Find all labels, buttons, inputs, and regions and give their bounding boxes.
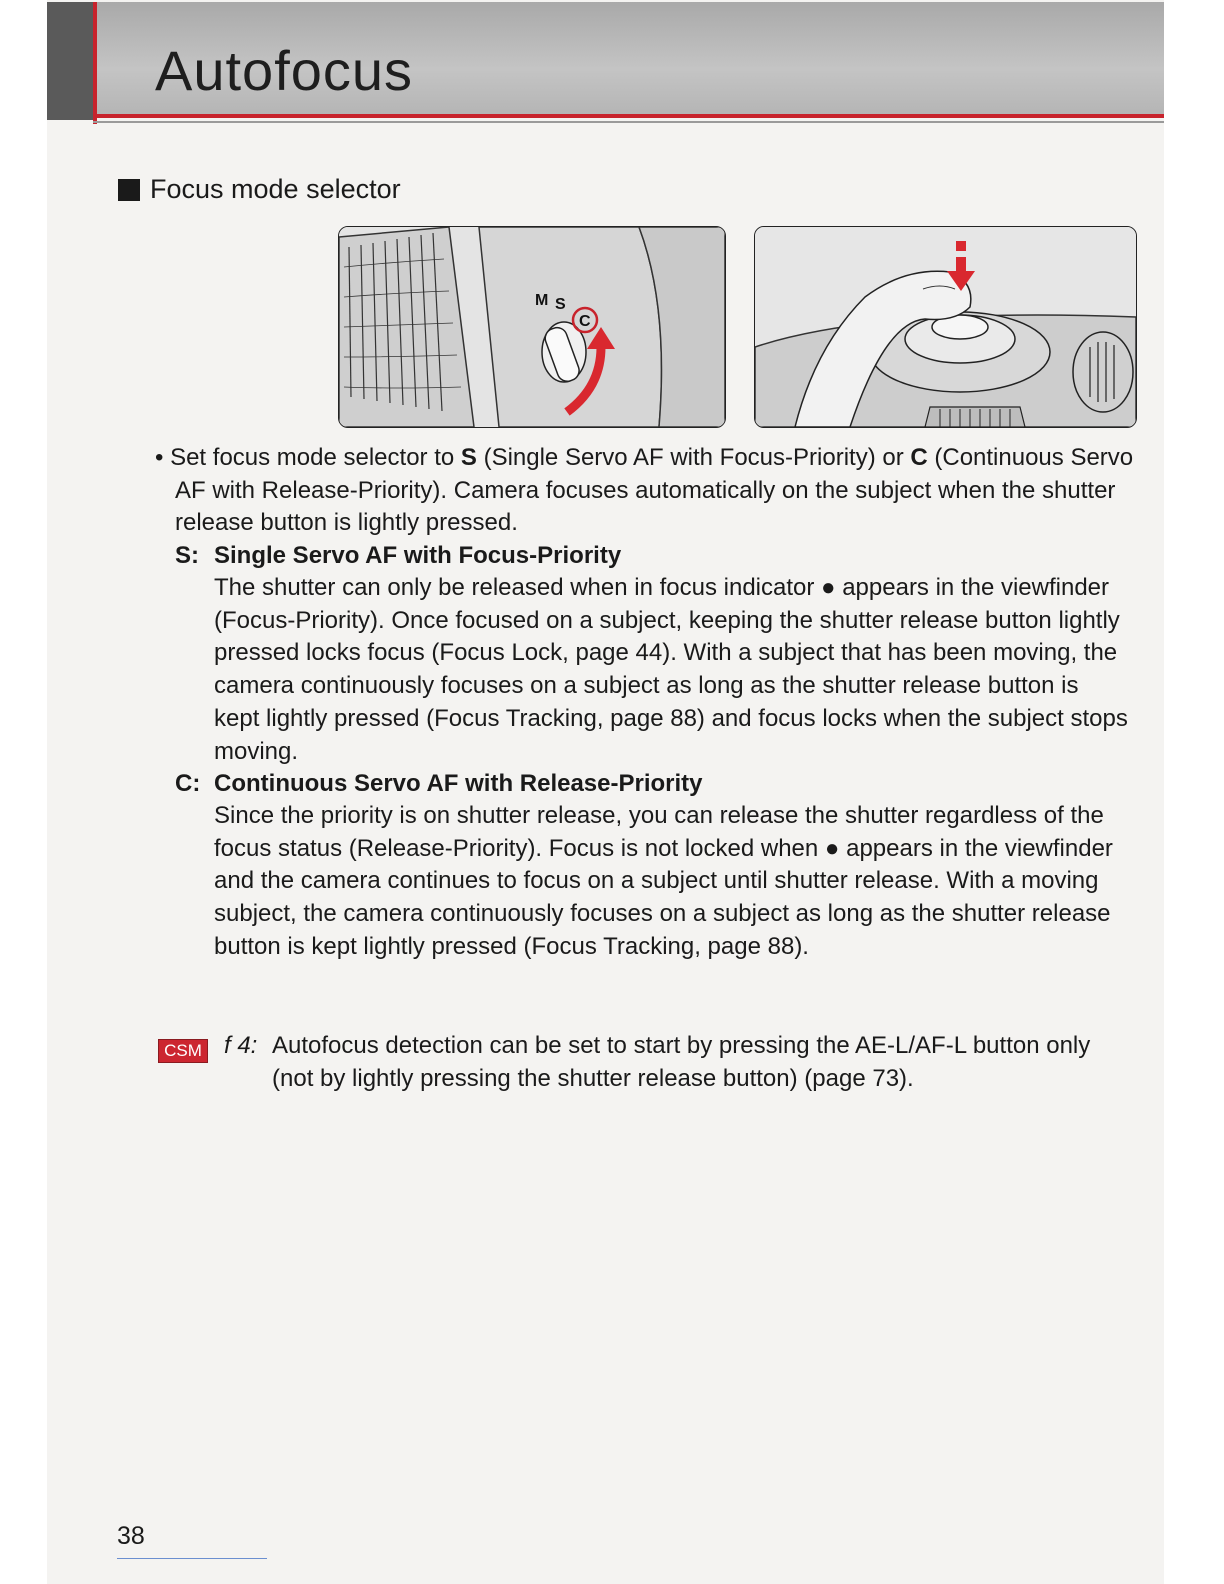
focus-mode-bullet: [155, 442, 1155, 540]
term-c-description: [214, 800, 1129, 964]
term-s-heading: [175, 540, 621, 573]
dial-label-c: C: [579, 313, 591, 330]
header-rule: [93, 121, 1164, 123]
term-s-desc-1: The shutter can only be released when in focus indicator: [214, 574, 822, 601]
page-title: Autofocus: [155, 39, 414, 102]
term-c-key: C:: [175, 770, 201, 797]
bullet-text-1: Set focus mode selector to: [170, 444, 461, 471]
term-c-title: Continuous Servo AF with Release-Priority: [214, 770, 703, 797]
term-s-desc-2: appears in the viewfinder (Focus-Priority). Once focused on a subject, keeping the shutter release button lightly pressed locks focus (Focus Lock, page 44). With a subject that has been moving, the camera continuously focuses on a subject as long as the shutter release button is kept lightly pressed (Focus Tracking, page 88) and focus locks when the subject stops moving.: [214, 574, 1128, 765]
focus-indicator-dot-icon: ●: [821, 574, 836, 601]
csm-badge: CSM: [158, 1039, 208, 1063]
section-heading: [118, 174, 401, 205]
bullet-marker: •: [155, 444, 164, 471]
focus-indicator-dot-icon: ●: [824, 834, 840, 862]
dial-label-s: S: [555, 296, 566, 313]
c-key: C: [910, 444, 928, 471]
square-bullet-icon: [118, 179, 140, 201]
bullet-text-3: (Continuous Servo AF with Release-Priority). Camera focuses automatically on the subject when the shutter release button is lightly pressed.: [175, 444, 1134, 537]
focus-mode-selector-illustration: [338, 226, 726, 428]
page-number: 38: [117, 1522, 145, 1550]
term-s-title: Single Servo AF with Focus-Priority: [214, 542, 622, 569]
dial-label-m: M: [535, 292, 549, 309]
term-c-heading: [175, 768, 703, 801]
shutter-release-illustration: [754, 226, 1137, 428]
term-c-desc-1: Since the priority is on shutter release, you can release the shutter regardless of the focus status (Release-Priority). Focus is not locked when: [214, 802, 1104, 862]
csm-setting-number: f 4:: [224, 1032, 258, 1059]
header-dark-block: [47, 2, 93, 120]
csm-note-text: Autofocus detection can be set to start by pressing the AE-L/AF-L button only (not by lightly pressing the shutter release button) (page 73).: [272, 1032, 1091, 1092]
header-accent-horizontal: [93, 114, 1164, 118]
term-s-key: S:: [175, 542, 199, 569]
term-s-description: [214, 572, 1129, 768]
bullet-text-2: (Single Servo AF with Focus-Priority) or: [476, 444, 911, 471]
s-key: S: [460, 444, 477, 471]
footer-rule: [117, 1558, 267, 1559]
term-c-desc-2: appears in the viewfinder and the camera continues to focus on a subject until shutter release. With a moving subject, the camera continuously focuses on a subject as long as the shutter release button is kept lightly pressed (Focus Tracking, page 88).: [214, 834, 1113, 960]
section-heading-text: Focus mode selector: [150, 174, 401, 204]
header-accent-vertical: [93, 2, 97, 124]
